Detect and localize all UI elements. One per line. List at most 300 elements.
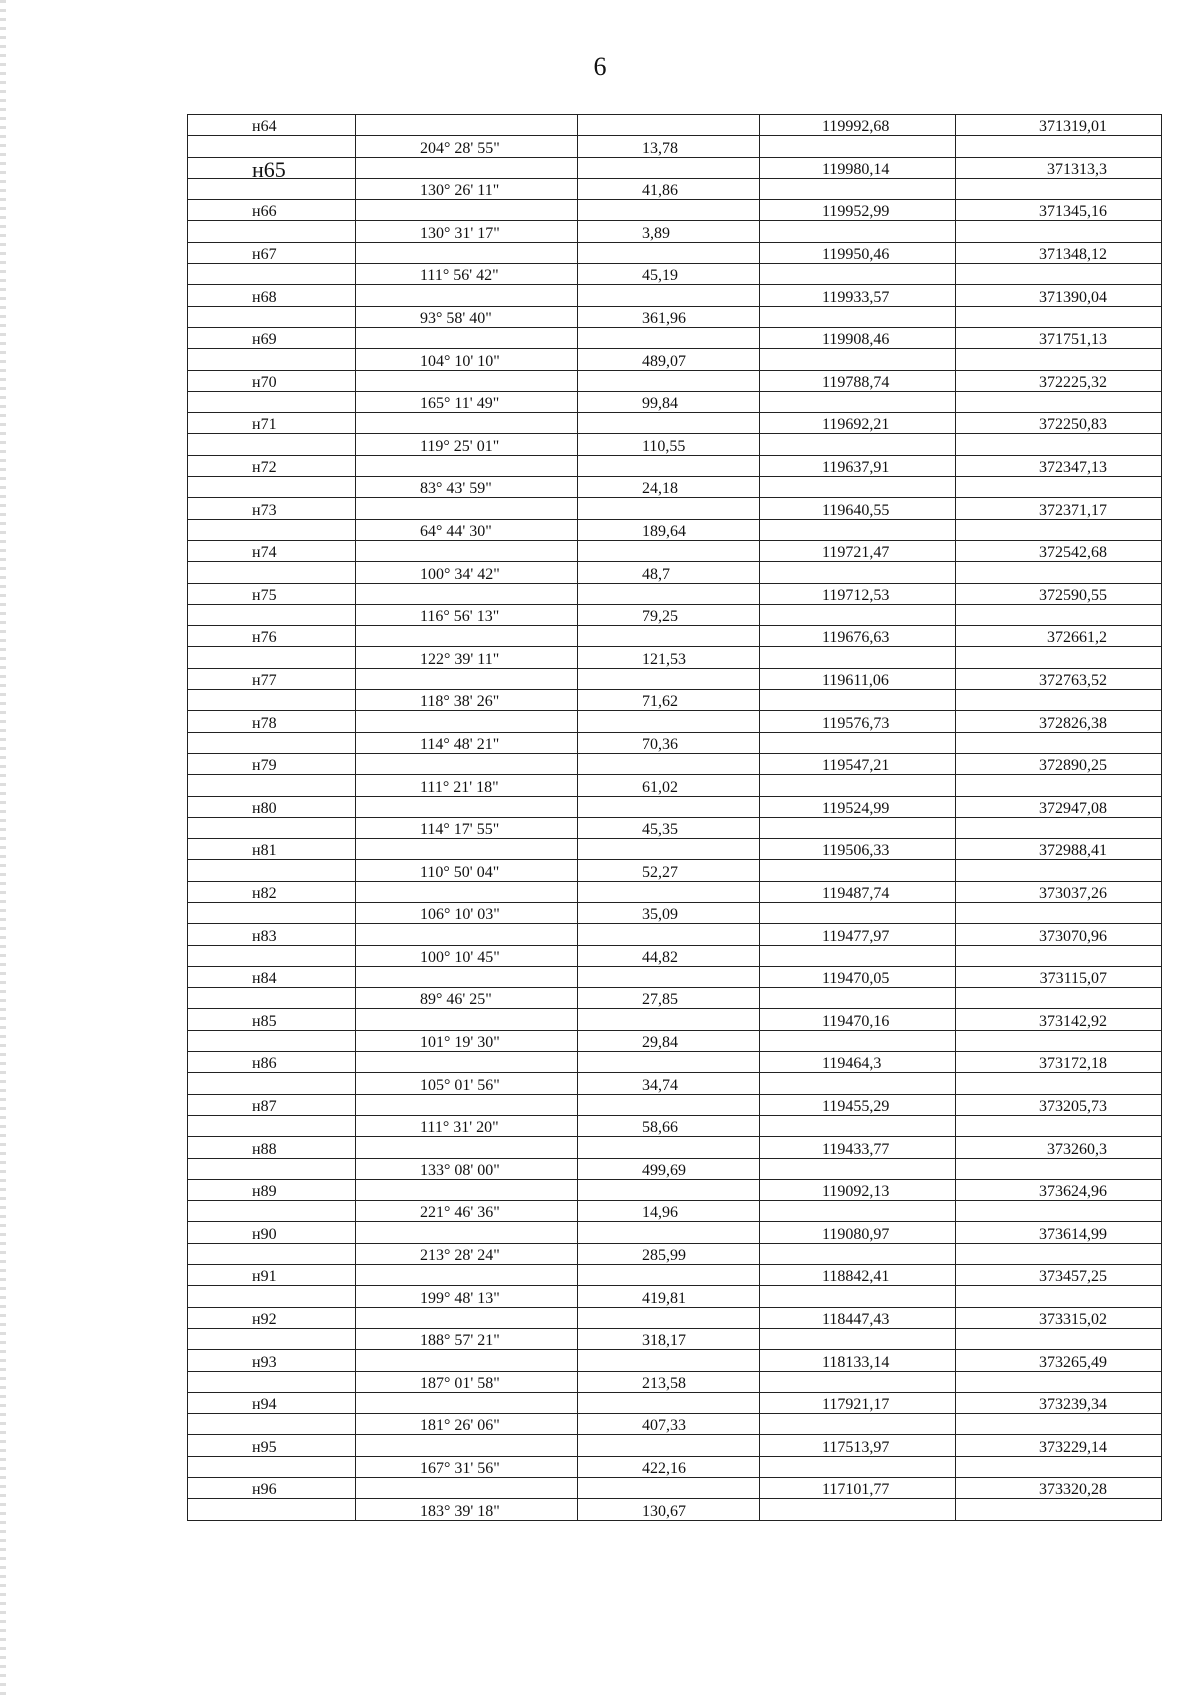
segment-length: 14,96 [578,1201,760,1222]
empty-cell [578,1307,760,1328]
scan-edge-artifact [0,0,6,1697]
coord-x: 119524,99 [760,796,956,817]
empty-cell [356,370,578,391]
empty-cell [578,540,760,561]
empty-cell [188,1414,356,1435]
segment-row [188,178,1162,199]
empty-cell [956,988,1162,1009]
empty-cell [188,562,356,583]
coord-x: 118842,41 [760,1265,956,1286]
empty-cell [956,1414,1162,1435]
empty-cell [956,178,1162,199]
point-row [188,115,1162,136]
coord-y: 371345,16 [956,200,1162,221]
segment-row [188,902,1162,923]
empty-cell [356,583,578,604]
coord-y: 373624,96 [956,1179,1162,1200]
empty-cell [956,817,1162,838]
segment-row [188,1456,1162,1477]
empty-cell [188,1201,356,1222]
coord-y: 372371,17 [956,498,1162,519]
empty-cell [956,1030,1162,1051]
segment-row [188,775,1162,796]
direction-angle: 93° 58' 40" [356,306,578,327]
coord-x: 119640,55 [760,498,956,519]
coord-x: 119950,46 [760,242,956,263]
page-number: 6 [593,52,607,81]
direction-angle: 187° 01' 58" [356,1371,578,1392]
direction-angle: 119° 25' 01" [356,434,578,455]
direction-angle: 110° 50' 04" [356,860,578,881]
point-name: н89 [188,1179,356,1200]
empty-cell [356,1179,578,1200]
segment-length: 24,18 [578,477,760,498]
segment-length: 41,86 [578,178,760,199]
segment-length: 121,53 [578,647,760,668]
point-row [188,1478,1162,1499]
coord-x: 119676,63 [760,626,956,647]
coord-x: 119470,05 [760,966,956,987]
segment-length: 58,66 [578,1115,760,1136]
segment-length: 318,17 [578,1328,760,1349]
empty-cell [188,1158,356,1179]
empty-cell [578,370,760,391]
empty-cell [578,327,760,348]
point-row [188,1094,1162,1115]
empty-cell [356,498,578,519]
segment-length: 419,81 [578,1286,760,1307]
empty-cell [356,1222,578,1243]
coord-y: 373239,34 [956,1392,1162,1413]
coord-x: 119721,47 [760,540,956,561]
segment-length: 422,16 [578,1456,760,1477]
empty-cell [188,349,356,370]
segment-length: 29,84 [578,1030,760,1051]
empty-cell [356,327,578,348]
empty-cell [578,711,760,732]
direction-angle: 199° 48' 13" [356,1286,578,1307]
empty-cell [578,1350,760,1371]
empty-cell [356,924,578,945]
direction-angle: 111° 56' 42" [356,264,578,285]
empty-cell [760,477,956,498]
segment-row [188,1115,1162,1136]
point-row [188,200,1162,221]
empty-cell [956,775,1162,796]
point-row [188,1350,1162,1371]
empty-cell [956,860,1162,881]
empty-cell [188,306,356,327]
empty-cell [188,136,356,157]
coord-x: 119455,29 [760,1094,956,1115]
empty-cell [578,1222,760,1243]
point-row [188,157,1162,178]
point-row [188,711,1162,732]
coord-x: 117513,97 [760,1435,956,1456]
empty-cell [578,839,760,860]
empty-cell [188,1371,356,1392]
empty-cell [760,1115,956,1136]
coord-y: 373315,02 [956,1307,1162,1328]
point-name: н71 [188,413,356,434]
coord-x: 119092,13 [760,1179,956,1200]
coord-y: 373229,14 [956,1435,1162,1456]
empty-cell [956,1201,1162,1222]
empty-cell [760,647,956,668]
empty-cell [578,1137,760,1158]
point-row [188,626,1162,647]
empty-cell [578,1392,760,1413]
segment-length: 110,55 [578,434,760,455]
point-name: н93 [188,1350,356,1371]
segment-length: 34,74 [578,1073,760,1094]
coord-y: 372347,13 [956,455,1162,476]
empty-cell [760,1201,956,1222]
coord-x: 119692,21 [760,413,956,434]
direction-angle: 106° 10' 03" [356,902,578,923]
coord-y: 373037,26 [956,881,1162,902]
coord-y: 371313,3 [956,157,1162,178]
empty-cell [760,988,956,1009]
segment-row [188,264,1162,285]
empty-cell [578,966,760,987]
coord-x: 119547,21 [760,753,956,774]
segment-row [188,1286,1162,1307]
direction-angle: 111° 31' 20" [356,1115,578,1136]
direction-angle: 111° 21' 18" [356,775,578,796]
point-row [188,285,1162,306]
coord-x: 119788,74 [760,370,956,391]
empty-cell [188,519,356,540]
empty-cell [578,626,760,647]
empty-cell [956,1499,1162,1520]
coord-y: 371348,12 [956,242,1162,263]
coord-y: 372542,68 [956,540,1162,561]
coord-x: 119933,57 [760,285,956,306]
segment-row [188,477,1162,498]
segment-length: 61,02 [578,775,760,796]
coord-x: 119487,74 [760,881,956,902]
point-name: н85 [188,1009,356,1030]
empty-cell [356,1435,578,1456]
empty-cell [578,1052,760,1073]
direction-angle: 100° 34' 42" [356,562,578,583]
empty-cell [760,1286,956,1307]
point-row [188,413,1162,434]
point-name: н95 [188,1435,356,1456]
coord-y: 372661,2 [956,626,1162,647]
segment-row [188,732,1162,753]
point-row [188,1435,1162,1456]
direction-angle: 116° 56' 13" [356,604,578,625]
direction-angle: 105° 01' 56" [356,1073,578,1094]
empty-cell [760,1371,956,1392]
segment-row [188,1499,1162,1520]
segment-length: 35,09 [578,902,760,923]
empty-cell [956,690,1162,711]
empty-cell [356,1094,578,1115]
empty-cell [760,1030,956,1051]
empty-cell [356,626,578,647]
empty-cell [188,391,356,412]
coord-x: 119080,97 [760,1222,956,1243]
coord-y: 372763,52 [956,668,1162,689]
empty-cell [356,455,578,476]
empty-cell [956,1286,1162,1307]
point-row [188,1009,1162,1030]
coord-y: 373260,3 [956,1137,1162,1158]
empty-cell [578,583,760,604]
point-row [188,327,1162,348]
coord-y: 372890,25 [956,753,1162,774]
segment-length: 45,19 [578,264,760,285]
segment-length: 70,36 [578,732,760,753]
empty-cell [356,1392,578,1413]
point-name: н94 [188,1392,356,1413]
coord-y: 372590,55 [956,583,1162,604]
empty-cell [760,775,956,796]
coord-x: 119992,68 [760,115,956,136]
empty-cell [356,285,578,306]
point-name: н69 [188,327,356,348]
empty-cell [356,966,578,987]
empty-cell [578,1179,760,1200]
point-row [188,753,1162,774]
empty-cell [956,902,1162,923]
point-name: н83 [188,924,356,945]
segment-length: 407,33 [578,1414,760,1435]
point-name: н65 [188,157,356,178]
empty-cell [188,1243,356,1264]
coord-x: 119980,14 [760,157,956,178]
empty-cell [188,860,356,881]
empty-cell [760,1414,956,1435]
empty-cell [188,690,356,711]
segment-length: 489,07 [578,349,760,370]
empty-cell [188,902,356,923]
empty-cell [956,647,1162,668]
coord-y: 373265,49 [956,1350,1162,1371]
empty-cell [578,242,760,263]
empty-cell [188,647,356,668]
point-name: н64 [188,115,356,136]
coord-x: 119470,16 [760,1009,956,1030]
point-name: н92 [188,1307,356,1328]
segment-row [188,519,1162,540]
empty-cell [760,1158,956,1179]
empty-cell [578,1094,760,1115]
segment-row [188,647,1162,668]
empty-cell [760,945,956,966]
direction-angle: 133° 08' 00" [356,1158,578,1179]
empty-cell [356,881,578,902]
empty-cell [188,178,356,199]
empty-cell [356,157,578,178]
empty-cell [356,1478,578,1499]
empty-cell [956,1328,1162,1349]
point-name: н74 [188,540,356,561]
empty-cell [356,1052,578,1073]
point-name: н86 [188,1052,356,1073]
direction-angle: 89° 46' 25" [356,988,578,1009]
empty-cell [188,434,356,455]
coord-y: 373142,92 [956,1009,1162,1030]
coord-x: 119611,06 [760,668,956,689]
segment-row [188,1158,1162,1179]
direction-angle: 213° 28' 24" [356,1243,578,1264]
empty-cell [356,540,578,561]
segment-row [188,1328,1162,1349]
point-row [188,455,1162,476]
segment-row [188,349,1162,370]
empty-cell [578,200,760,221]
point-row [188,1052,1162,1073]
coord-x: 119477,97 [760,924,956,945]
point-name: н68 [188,285,356,306]
point-row [188,796,1162,817]
coord-x: 118133,14 [760,1350,956,1371]
empty-cell [356,200,578,221]
empty-cell [956,1243,1162,1264]
empty-cell [956,391,1162,412]
direction-angle: 83° 43' 59" [356,477,578,498]
empty-cell [760,690,956,711]
segment-length: 79,25 [578,604,760,625]
coord-y: 373070,96 [956,924,1162,945]
coord-y: 373172,18 [956,1052,1162,1073]
direction-angle: 114° 17' 55" [356,817,578,838]
point-name: н66 [188,200,356,221]
point-row [188,1222,1162,1243]
segment-length: 44,82 [578,945,760,966]
empty-cell [188,264,356,285]
empty-cell [356,668,578,689]
coord-x: 119712,53 [760,583,956,604]
segment-length: 189,64 [578,519,760,540]
empty-cell [578,1435,760,1456]
coord-y: 372225,32 [956,370,1162,391]
segment-row [188,1371,1162,1392]
direction-angle: 165° 11' 49" [356,391,578,412]
empty-cell [188,1073,356,1094]
segment-row [188,988,1162,1009]
direction-angle: 64° 44' 30" [356,519,578,540]
empty-cell [188,732,356,753]
empty-cell [356,839,578,860]
empty-cell [760,221,956,242]
empty-cell [578,285,760,306]
empty-cell [760,860,956,881]
point-row [188,498,1162,519]
empty-cell [956,1158,1162,1179]
segment-row [188,434,1162,455]
direction-angle: 183° 39' 18" [356,1499,578,1520]
empty-cell [956,221,1162,242]
empty-cell [578,1478,760,1499]
point-row [188,242,1162,263]
empty-cell [578,1009,760,1030]
point-row [188,839,1162,860]
direction-angle: 167° 31' 56" [356,1456,578,1477]
coord-x: 119908,46 [760,327,956,348]
segment-row [188,690,1162,711]
empty-cell [578,796,760,817]
coordinates-table-body [188,115,1162,1521]
empty-cell [188,604,356,625]
coord-y: 371390,04 [956,285,1162,306]
segment-row [188,391,1162,412]
empty-cell [578,157,760,178]
point-name: н80 [188,796,356,817]
coord-y: 373614,99 [956,1222,1162,1243]
point-name: н72 [188,455,356,476]
direction-angle: 181° 26' 06" [356,1414,578,1435]
empty-cell [188,477,356,498]
empty-cell [760,1499,956,1520]
coord-y: 371751,13 [956,327,1162,348]
segment-length: 3,89 [578,221,760,242]
coord-y: 372988,41 [956,839,1162,860]
empty-cell [760,264,956,285]
coord-x: 119637,91 [760,455,956,476]
coord-x: 119576,73 [760,711,956,732]
coord-x: 119952,99 [760,200,956,221]
point-name: н84 [188,966,356,987]
direction-angle: 221° 46' 36" [356,1201,578,1222]
empty-cell [956,306,1162,327]
empty-cell [356,711,578,732]
segment-length: 48,7 [578,562,760,583]
segment-row [188,860,1162,881]
direction-angle: 101° 19' 30" [356,1030,578,1051]
empty-cell [188,1328,356,1349]
coord-x: 118447,43 [760,1307,956,1328]
segment-row [188,1243,1162,1264]
empty-cell [578,455,760,476]
point-row [188,370,1162,391]
empty-cell [188,988,356,1009]
empty-cell [760,391,956,412]
empty-cell [956,1371,1162,1392]
point-row [188,1137,1162,1158]
empty-cell [760,562,956,583]
segment-length: 285,99 [578,1243,760,1264]
segment-row [188,562,1162,583]
empty-cell [760,1456,956,1477]
point-name: н77 [188,668,356,689]
segment-length: 27,85 [578,988,760,1009]
coord-y: 373115,07 [956,966,1162,987]
empty-cell [760,902,956,923]
empty-cell [356,1137,578,1158]
coord-y: 373457,25 [956,1265,1162,1286]
empty-cell [956,349,1162,370]
empty-cell [956,264,1162,285]
empty-cell [188,945,356,966]
coordinates-table [187,114,1162,1521]
direction-angle: 188° 57' 21" [356,1328,578,1349]
empty-cell [956,732,1162,753]
segment-row [188,1073,1162,1094]
point-row [188,966,1162,987]
empty-cell [956,136,1162,157]
point-name: н87 [188,1094,356,1115]
empty-cell [578,413,760,434]
empty-cell [578,498,760,519]
empty-cell [956,562,1162,583]
point-name: н70 [188,370,356,391]
empty-cell [188,221,356,242]
